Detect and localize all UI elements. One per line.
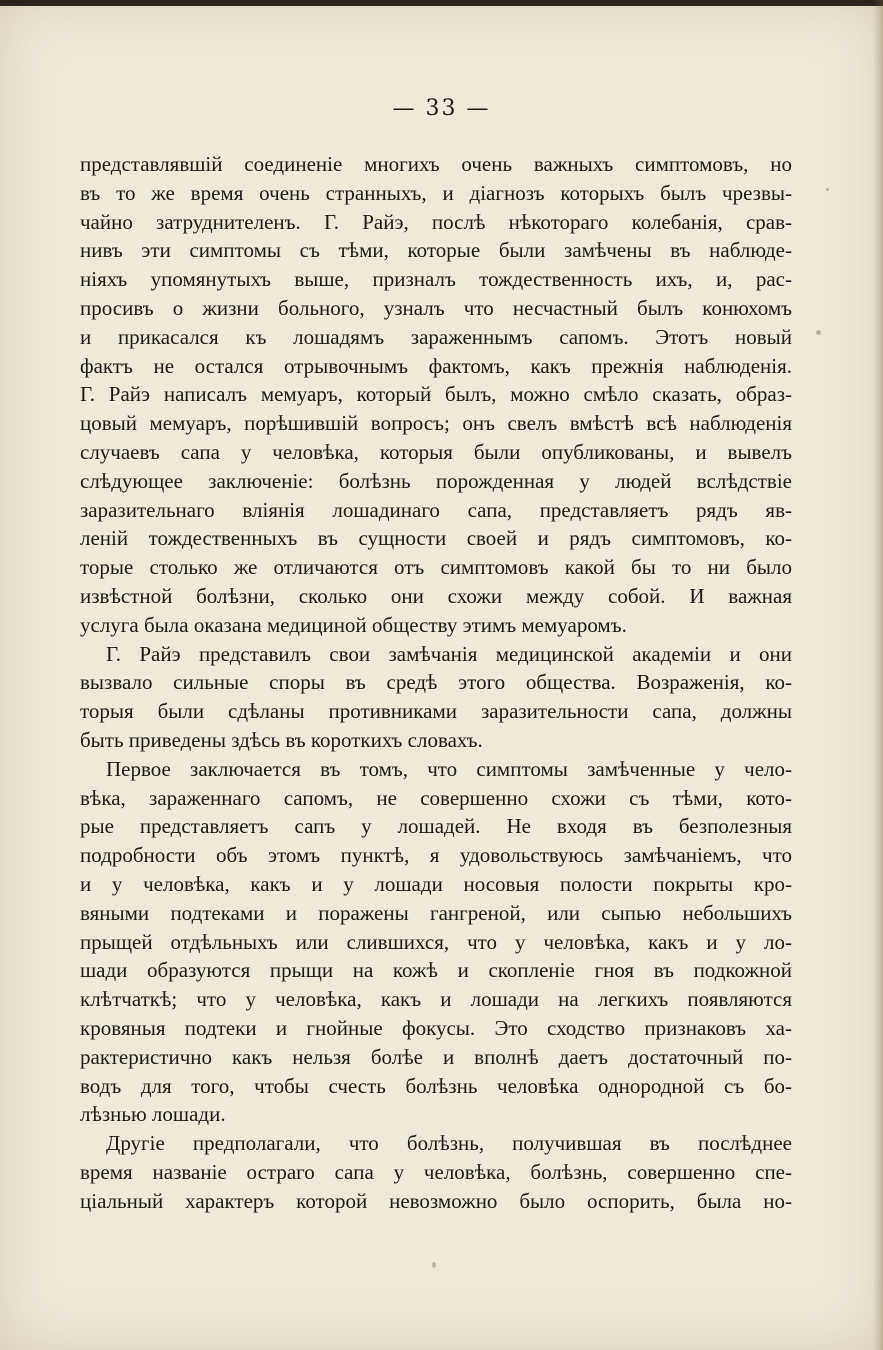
- text-line: леній тождественныхъ въ сущности своей и рядъ симптомовъ, ко-: [80, 526, 792, 551]
- text-line: заразительнаго вліянія лошадинаго сапа, представляетъ рядъ яв-: [80, 497, 792, 522]
- text-line: клѣтчаткѣ; что у человѣка, какъ и лошади на легкихъ появляются: [80, 987, 792, 1012]
- text-line: вызвало сильные споры въ средѣ этого общества. Возраженія, ко-: [80, 670, 792, 695]
- text-line: шади образуются прыщи на кожѣ и скопленіе гноя въ подкожной: [80, 958, 792, 983]
- text-line: слѣдующее заключеніе: болѣзнь порожденная у людей вслѣдствіе: [80, 468, 792, 493]
- text-line: прыщей отдѣльныхъ или слившихся, что у человѣка, какъ и у ло-: [80, 929, 792, 954]
- text-line: случаевъ сапа у человѣка, которыя были опубликованы, и вывелъ: [80, 439, 792, 464]
- text-line: Г. Райэ представилъ свои замѣчанія медицинской академіи и они: [106, 641, 792, 666]
- text-line: время названіе остраго сапа у человѣка, болѣзнь, совершенно спе-: [80, 1159, 792, 1184]
- text-line: чайно затруднителенъ. Г. Райэ, послѣ нѣкотораго колебанія, срав-: [80, 209, 792, 234]
- text-line: Г. Райэ написалъ мемуаръ, который былъ, можно смѣло сказать, образ-: [80, 382, 792, 407]
- text-line: рые представляетъ сапъ у лошадей. Не входя въ безполезныя: [80, 814, 792, 839]
- text-line: просивъ о жизни больного, узналъ что несчастный былъ конюхомъ: [80, 295, 792, 320]
- text-line: вяными подтеками и поражены гангреной, или сыпью небольшихъ: [80, 900, 792, 925]
- text-line: Первое заключается въ томъ, что симптомы замѣченные у чело-: [106, 756, 792, 781]
- paper-speck: [432, 1262, 436, 1268]
- page-right-shadow: [873, 0, 883, 1350]
- text-line: подробности объ этомъ пунктѣ, я удовольствуюсь замѣчаніемъ, что: [80, 843, 792, 868]
- text-line: цовый мемуаръ, порѣшившій вопросъ; онъ свелъ вмѣстѣ всѣ наблюденія: [80, 411, 792, 436]
- text-line: и у человѣка, какъ и у лошади носовыя полости покрыты кро-: [80, 871, 792, 896]
- text-line: извѣстной болѣзни, сколько они схожи между собой. И важная: [80, 583, 792, 608]
- page-top-edge: [0, 0, 883, 6]
- text-line: ніяхъ упомянутыхъ выше, призналъ тождественность ихъ, и, рас-: [80, 267, 792, 292]
- text-line: нивъ эти симптомы съ тѣми, которые были замѣчены въ наблюде-: [80, 238, 792, 263]
- paper-speck: [816, 330, 821, 335]
- text-line: кровяныя подтеки и гнойные фокусы. Это сходство признаковъ ха-: [80, 1015, 792, 1040]
- paper-speck: [826, 188, 829, 191]
- text-line: лѣзнью лошади.: [80, 1102, 226, 1127]
- text-line: быть приведены здѣсь въ короткихъ словахъ.: [80, 727, 483, 752]
- text-line: рактеристично какъ нельзя болѣе и вполнѣ даетъ достаточный по-: [80, 1044, 792, 1069]
- text-line: и прикасался къ лошадямъ зараженнымъ сапомъ. Этотъ новый: [80, 324, 792, 349]
- text-line: вѣка, зараженнаго сапомъ, не совершенно схожи съ тѣми, кото-: [80, 785, 792, 810]
- text-line: фактъ не остался отрывочнымъ фактомъ, какъ прежнія наблюденія.: [80, 353, 792, 378]
- text-line: торыя были сдѣланы противниками заразительности сапа, должны: [80, 699, 792, 724]
- text-line: водъ для того, чтобы счесть болѣзнь человѣка однородной съ бо-: [80, 1073, 792, 1098]
- text-line: ціальный характеръ которой невозможно было оспорить, была но-: [80, 1188, 792, 1213]
- page-number: — 33 —: [392, 96, 491, 121]
- text-line: Другіе предполагали, что болѣзнь, получившая въ послѣднее: [106, 1131, 792, 1156]
- text-line: торые столько же отличаются отъ симптомовъ какой бы то ни было: [80, 555, 792, 580]
- body-text: [80, 150, 792, 1215]
- text-line: въ то же время очень странныхъ, и діагнозъ которыхъ былъ чрезвы-: [80, 180, 792, 205]
- text-line: представлявшій соединеніе многихъ очень важныхъ симптомовъ, но: [80, 152, 792, 176]
- text-line: услуга была оказана медициной обществу этимъ мемуаромъ.: [80, 612, 627, 637]
